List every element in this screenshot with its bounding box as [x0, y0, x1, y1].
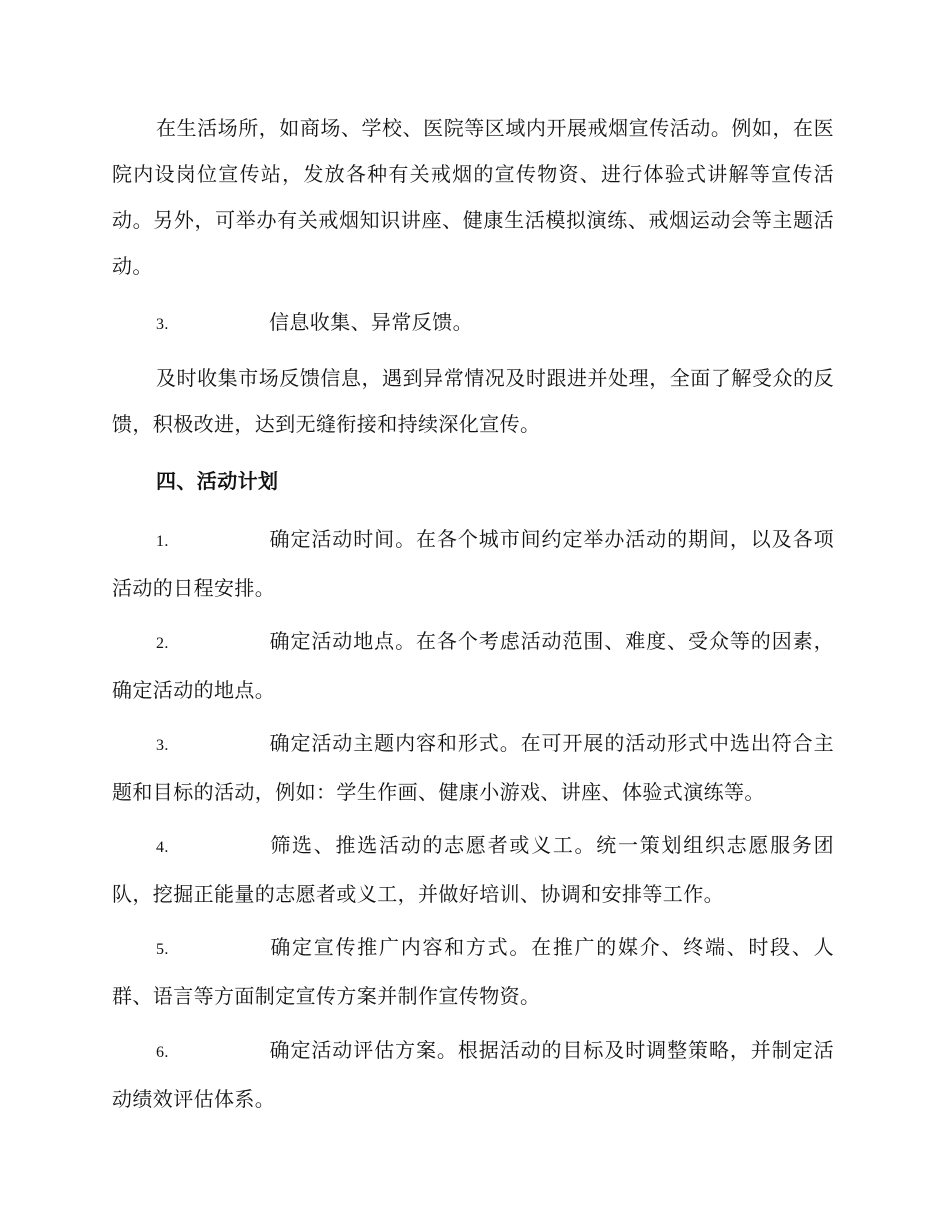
list-item-text: 确定活动时间。在各个城市间约定举办活动的期间，以及各项活动的日程安排。 [112, 527, 834, 600]
list-item [112, 1027, 834, 1122]
list-item [112, 720, 834, 815]
list-item-text: 确定活动评估方案。根据活动的目标及时调整策略，并制定活动绩效评估体系。 [112, 1038, 834, 1111]
section-heading: 四、活动计划 [156, 469, 279, 493]
list-item-text: 确定宣传推广内容和方式。在推广的媒介、终端、时段、人群、语言等方面制定宣传方案并制作宣传物资。 [112, 935, 834, 1008]
list-item-number: 3. [156, 737, 169, 754]
list-item-number: 6. [156, 1044, 169, 1061]
list-item-info-collection [112, 299, 834, 348]
list-item-number: 1. [156, 533, 169, 550]
list-item-text: 确定活动主题内容和形式。在可开展的活动形式中选出符合主题和目标的活动，例如：学生作画、健康小游戏、讲座、体验式演练等。 [112, 731, 834, 804]
list-item [112, 516, 834, 611]
list-item [112, 618, 834, 713]
list-item-number: 4. [156, 839, 169, 856]
list-item-text: 信息收集、异常反馈。 [269, 310, 473, 334]
list-item [112, 924, 834, 1019]
list-item-text: 确定活动地点。在各个考虑活动范围、难度、受众等的因素，确定活动的地点。 [112, 629, 834, 702]
list-item-number: 2. [156, 635, 169, 652]
paragraph-smoking-campaign-venues: 在生活场所，如商场、学校、医院等区域内开展戒烟宣传活动。例如，在医院内设岗位宣传站，发放各种有关戒烟的宣传物资、进行体验式讲解等宣传活动。另外，可举办有关戒烟知识讲座、健康生活模拟演练、戒烟运动会等主题活动。 [112, 116, 834, 278]
list-item [112, 822, 834, 917]
paragraph-feedback: 及时收集市场反馈信息，遇到异常情况及时跟进并处理，全面了解受众的反馈，积极改进，达到无缝衔接和持续深化宣传。 [112, 366, 834, 436]
list-item-number: 3. [156, 316, 169, 333]
list-item-number: 5. [156, 941, 169, 958]
list-item-text: 筛选、推选活动的志愿者或义工。统一策划组织志愿服务团队，挖掘正能量的志愿者或义工，并做好培训、协调和安排等工作。 [112, 833, 834, 906]
